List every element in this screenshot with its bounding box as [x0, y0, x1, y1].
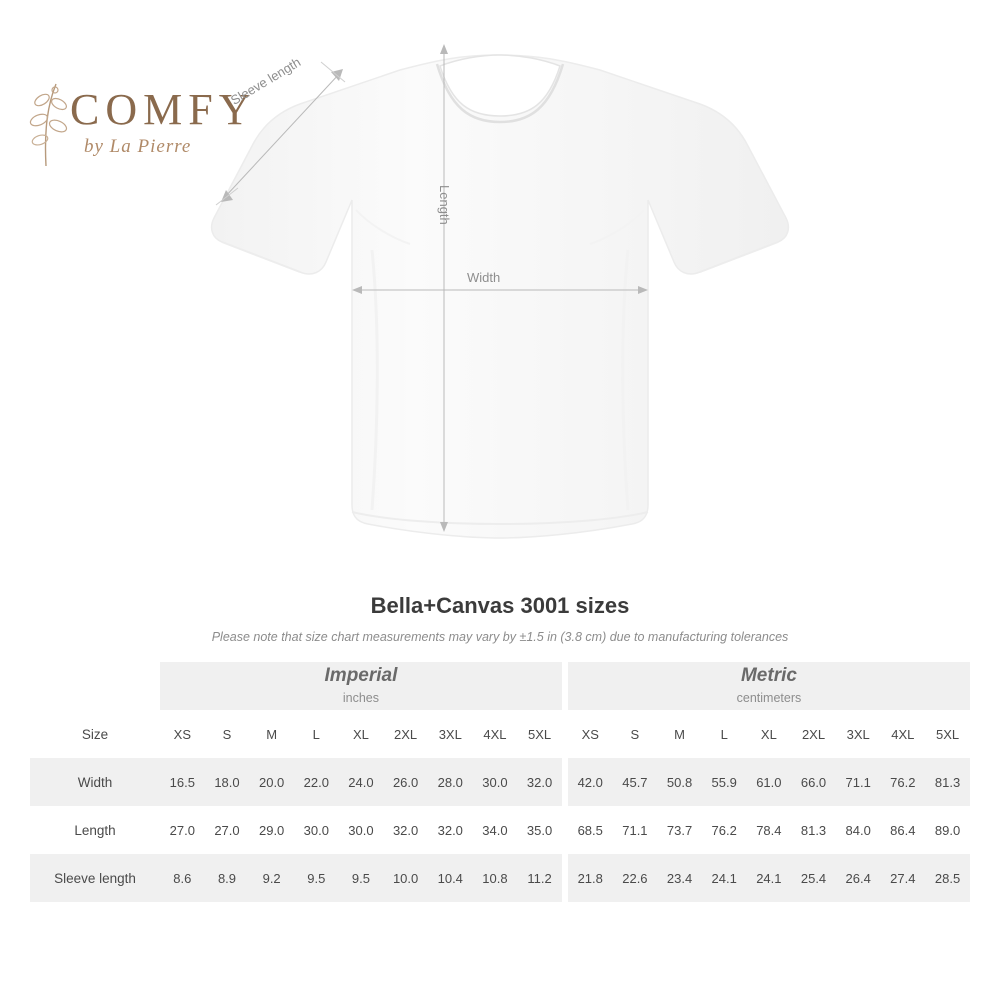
width-label: Width: [467, 270, 501, 285]
size-header-cell: L: [294, 710, 339, 758]
cell: 16.5: [160, 758, 205, 806]
cell: 10.4: [428, 854, 473, 902]
cell: 22.6: [613, 854, 658, 902]
brand-tagline: by La Pierre: [84, 136, 192, 157]
size-header-cell: L: [702, 710, 747, 758]
system-header-row: [30, 662, 970, 710]
size-header-row: [30, 710, 970, 758]
size-header-cell: XL: [339, 710, 384, 758]
table-row: [30, 758, 970, 806]
system-unit-imperial: inches: [342, 690, 380, 705]
row-label-sleeve-length: Sleeve length: [30, 854, 160, 902]
cell: 30.0: [339, 806, 384, 854]
size-header-cell: 3XL: [836, 710, 881, 758]
cell: 25.4: [791, 854, 836, 902]
size-chart-table: [30, 662, 970, 902]
cell: 32.0: [517, 758, 562, 806]
system-header-metric: [568, 662, 970, 710]
cell: 10.8: [473, 854, 518, 902]
cell: 30.0: [294, 806, 339, 854]
system-name-imperial: Imperial: [324, 665, 398, 687]
cell: 26.0: [383, 758, 428, 806]
cell: 20.0: [249, 758, 294, 806]
length-label: Length: [437, 185, 452, 225]
system-unit-metric: centimeters: [736, 690, 802, 705]
cell: 26.4: [836, 854, 881, 902]
cell: 27.0: [160, 806, 205, 854]
cell: 24.1: [747, 854, 792, 902]
cell: 27.4: [881, 854, 926, 902]
cell: 23.4: [657, 854, 702, 902]
size-header-cell: S: [613, 710, 658, 758]
size-chart-table-wrapper: [30, 662, 970, 902]
cell: 8.9: [205, 854, 250, 902]
size-header-cell: XS: [568, 710, 613, 758]
brand-name: COMFY: [70, 85, 257, 134]
size-header-cell: 4XL: [881, 710, 926, 758]
system-header-imperial: [160, 662, 562, 710]
cell: 35.0: [517, 806, 562, 854]
size-header-cell: 4XL: [473, 710, 518, 758]
cell: 28.5: [925, 854, 970, 902]
cell: 27.0: [205, 806, 250, 854]
cell: 9.5: [339, 854, 384, 902]
cell: 11.2: [517, 854, 562, 902]
table-row: [30, 806, 970, 854]
cell: 10.0: [383, 854, 428, 902]
chart-title: Bella+Canvas 3001 sizes: [370, 593, 630, 618]
cell: 24.1: [702, 854, 747, 902]
cell: 86.4: [881, 806, 926, 854]
size-header-cell: XL: [747, 710, 792, 758]
cell: 81.3: [791, 806, 836, 854]
cell: 21.8: [568, 854, 613, 902]
cell: 9.2: [249, 854, 294, 902]
size-header-cell: S: [205, 710, 250, 758]
cell: 78.4: [747, 806, 792, 854]
size-header-cell: 5XL: [925, 710, 970, 758]
cell: 24.0: [339, 758, 384, 806]
size-header-cell: M: [657, 710, 702, 758]
cell: 84.0: [836, 806, 881, 854]
cell: 50.8: [657, 758, 702, 806]
cell: 61.0: [747, 758, 792, 806]
cell: 55.9: [702, 758, 747, 806]
cell: 34.0: [473, 806, 518, 854]
cell: 22.0: [294, 758, 339, 806]
cell: 42.0: [568, 758, 613, 806]
cell: 9.5: [294, 854, 339, 902]
cell: 28.0: [428, 758, 473, 806]
cell: 32.0: [383, 806, 428, 854]
row-label-width: Width: [30, 758, 160, 806]
size-header-cell: 5XL: [517, 710, 562, 758]
cell: 45.7: [613, 758, 658, 806]
row-label-length: Length: [30, 806, 160, 854]
cell: 30.0: [473, 758, 518, 806]
cell: 29.0: [249, 806, 294, 854]
cell: 76.2: [702, 806, 747, 854]
cell: 73.7: [657, 806, 702, 854]
cell: 89.0: [925, 806, 970, 854]
cell: 8.6: [160, 854, 205, 902]
size-header-cell: 2XL: [383, 710, 428, 758]
sleeve-length-label: Sleeve length: [228, 54, 304, 108]
table-corner-cell: [30, 662, 160, 710]
cell: 81.3: [925, 758, 970, 806]
chart-note: Please note that size chart measurements may vary by ±1.5 in (3.8 cm) due to manufacturing tolerances: [211, 630, 789, 644]
size-header-cell: XS: [160, 710, 205, 758]
cell: 18.0: [205, 758, 250, 806]
system-name-metric: Metric: [740, 665, 797, 687]
cell: 76.2: [881, 758, 926, 806]
cell: 71.1: [836, 758, 881, 806]
tshirt-shape: [212, 55, 789, 538]
cell: 66.0: [791, 758, 836, 806]
size-header-cell: 3XL: [428, 710, 473, 758]
cell: 68.5: [568, 806, 613, 854]
table-row: [30, 854, 970, 902]
size-header-cell: M: [249, 710, 294, 758]
size-header-label: Size: [30, 710, 160, 758]
cell: 71.1: [613, 806, 658, 854]
size-header-cell: 2XL: [791, 710, 836, 758]
cell: 32.0: [428, 806, 473, 854]
